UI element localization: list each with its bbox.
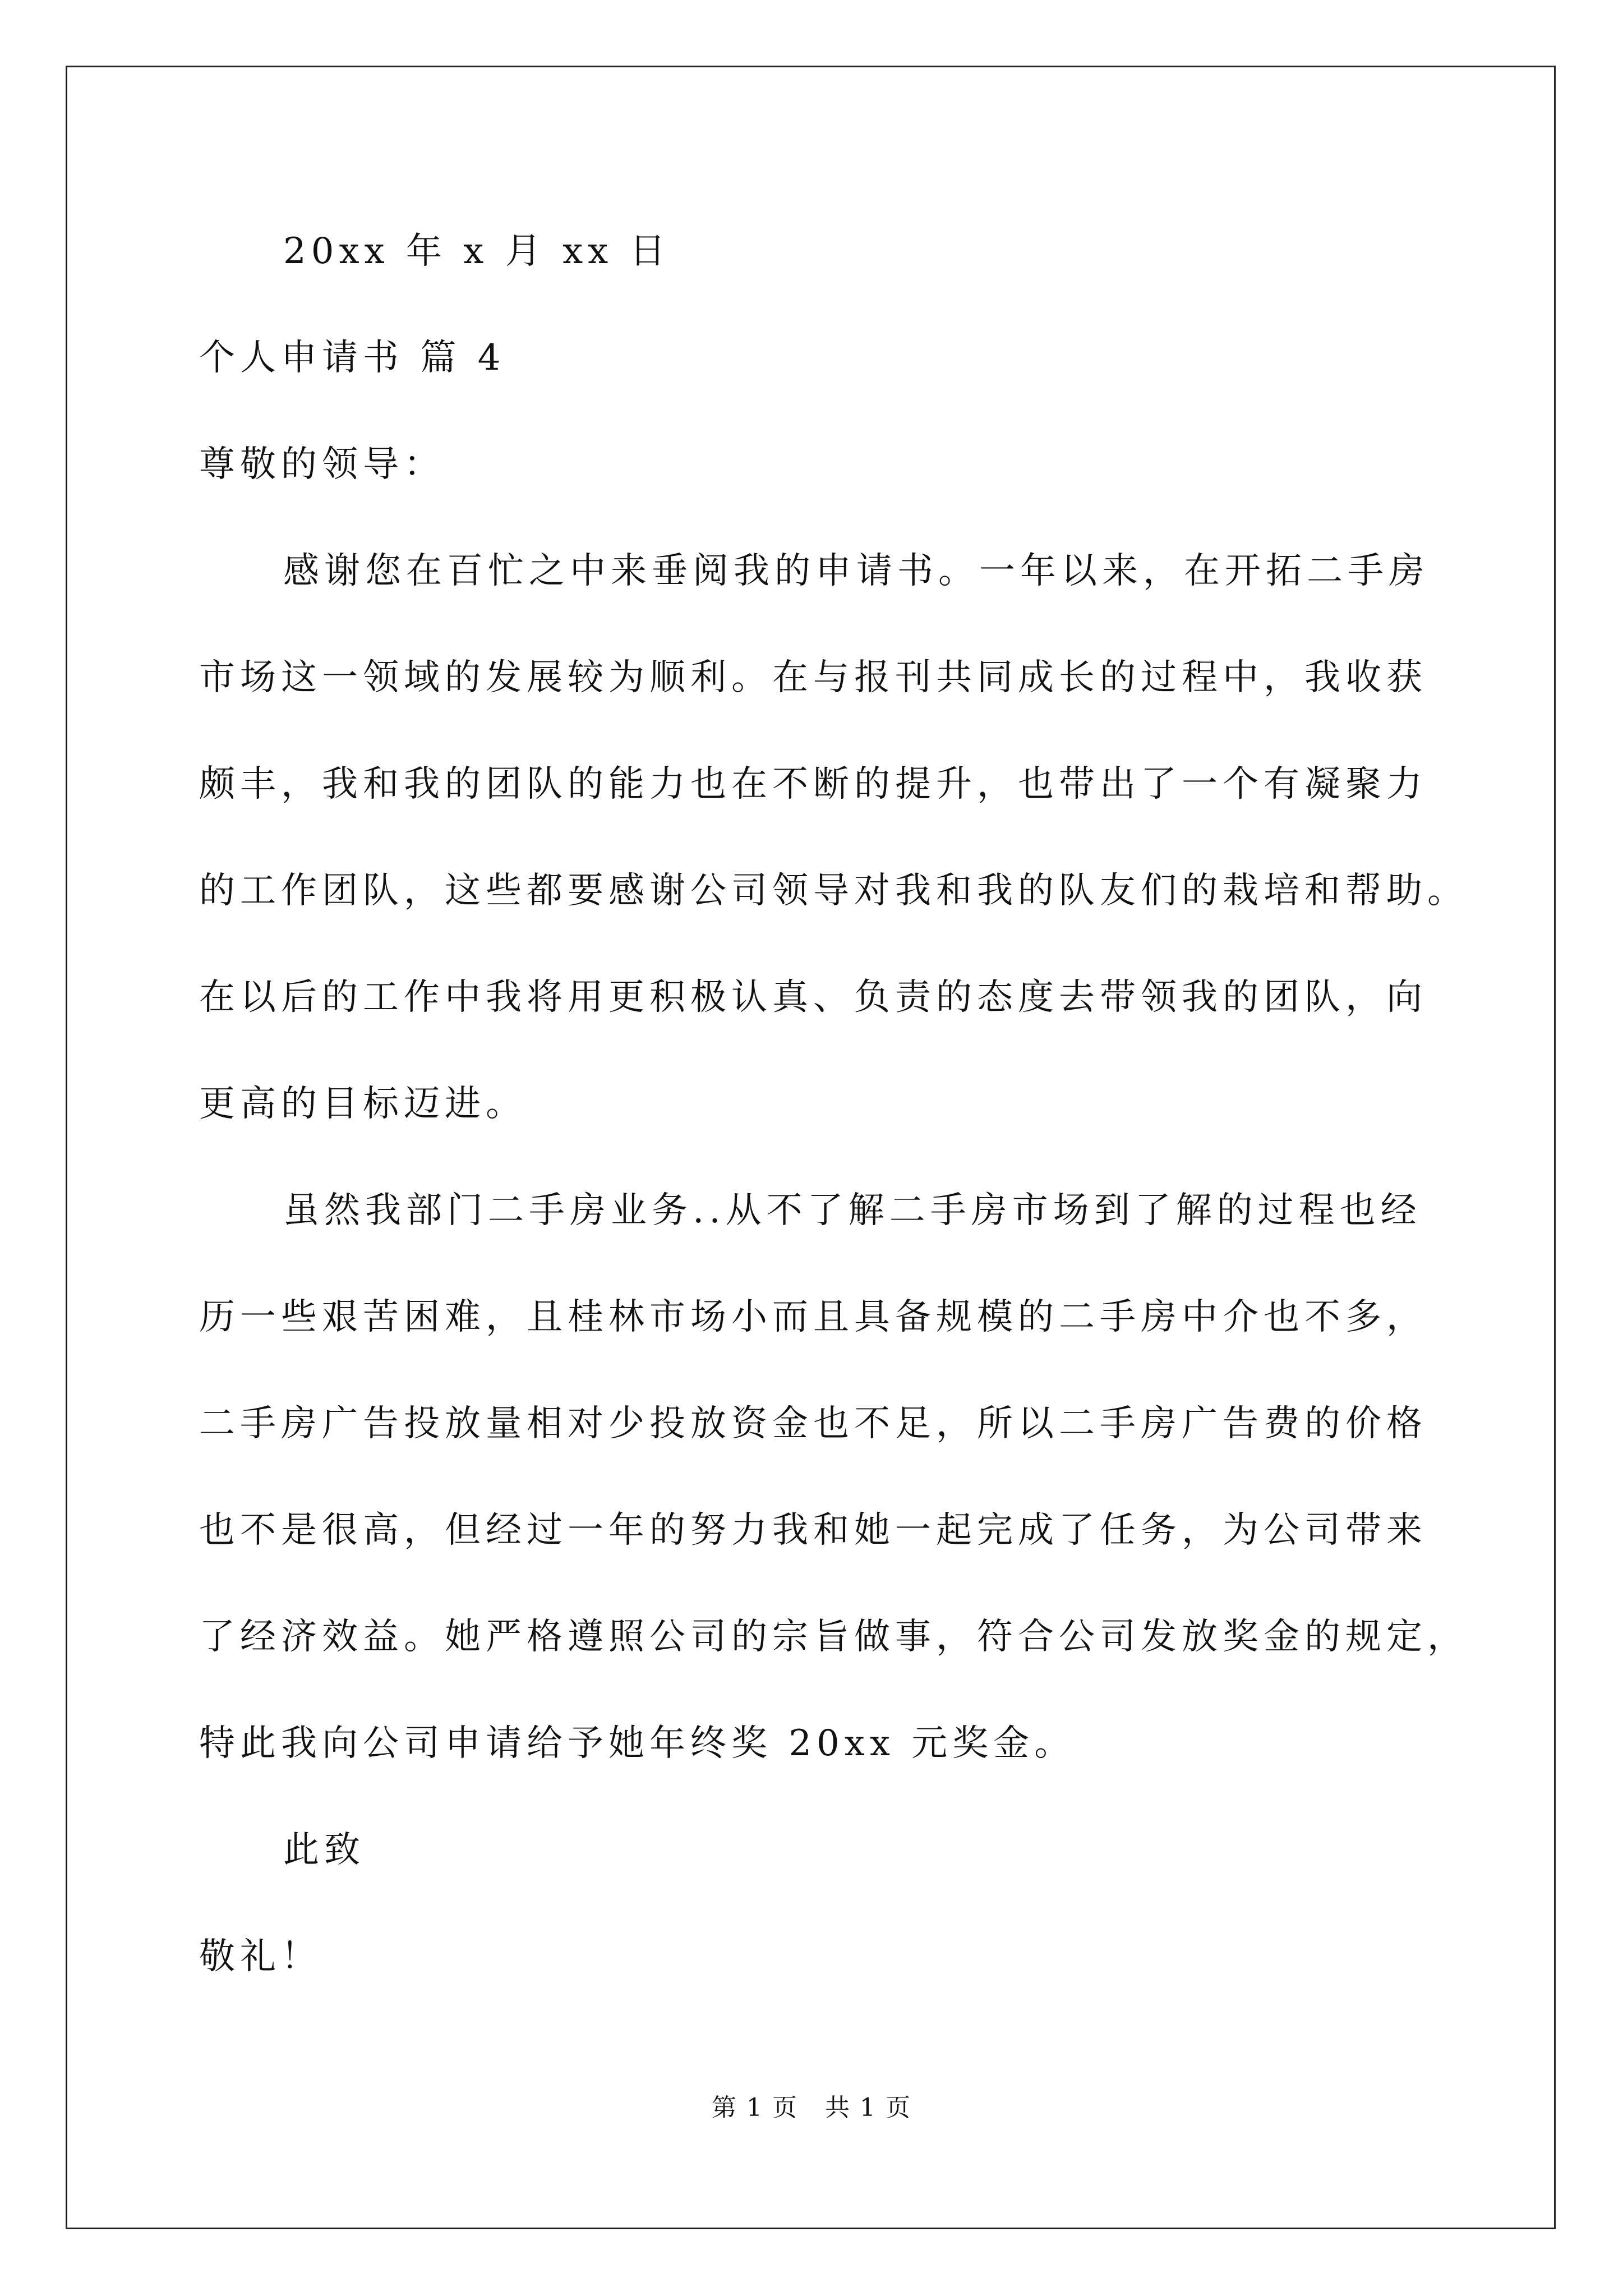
paragraph1-line: 颇丰，我和我的团队的能力也在不断的提升，也带出了一个有凝聚力	[199, 763, 1427, 805]
closing-cizhi: 此致	[283, 1829, 365, 1871]
section-title: 个人申请书 篇 4	[199, 337, 506, 379]
paragraph2-line: 特此我向公司申请给予她年终奖 20xx 元奖金。	[199, 1723, 1076, 1764]
page-footer: 第 1 页 共 1 页	[712, 2093, 911, 2122]
paragraph1-line: 感谢您在百忙之中来垂阅我的申请书。一年以来，在开拓二手房	[283, 550, 1430, 592]
salutation: 尊敬的领导：	[199, 444, 445, 485]
paragraph1-line: 市场这一领域的发展较为顺利。在与报刊共同成长的过程中，我收获	[199, 657, 1427, 698]
paragraph2-line: 了经济效益。她严格遵照公司的宗旨做事，符合公司发放奖金的规定，	[199, 1616, 1468, 1658]
date-line: 20xx 年 x 月 xx 日	[283, 231, 671, 272]
page-border	[66, 66, 1556, 2229]
paragraph2-line: 也不是很高，但经过一年的努力我和她一起完成了任务，为公司带来	[199, 1510, 1427, 1551]
paragraph2-line: 二手房广告投放量相对少投放资金也不足，所以二手房广告费的价格	[199, 1403, 1427, 1444]
paragraph1-line: 的工作团队，这些都要感谢公司领导对我和我的队友们的栽培和帮助。	[199, 870, 1468, 912]
closing-jingli: 敬礼！	[199, 1936, 322, 1977]
paragraph2-line: 虽然我部门二手房业务..从不了解二手房市场到了解的过程也经	[283, 1190, 1422, 1231]
paragraph2-line: 历一些艰苦困难，且桂林市场小而且具备规模的二手房中介也不多，	[199, 1296, 1427, 1338]
paragraph1-line: 更高的目标迈进。	[199, 1083, 527, 1125]
paragraph1-line: 在以后的工作中我将用更积极认真、负责的态度去带领我的团队，向	[199, 977, 1427, 1018]
